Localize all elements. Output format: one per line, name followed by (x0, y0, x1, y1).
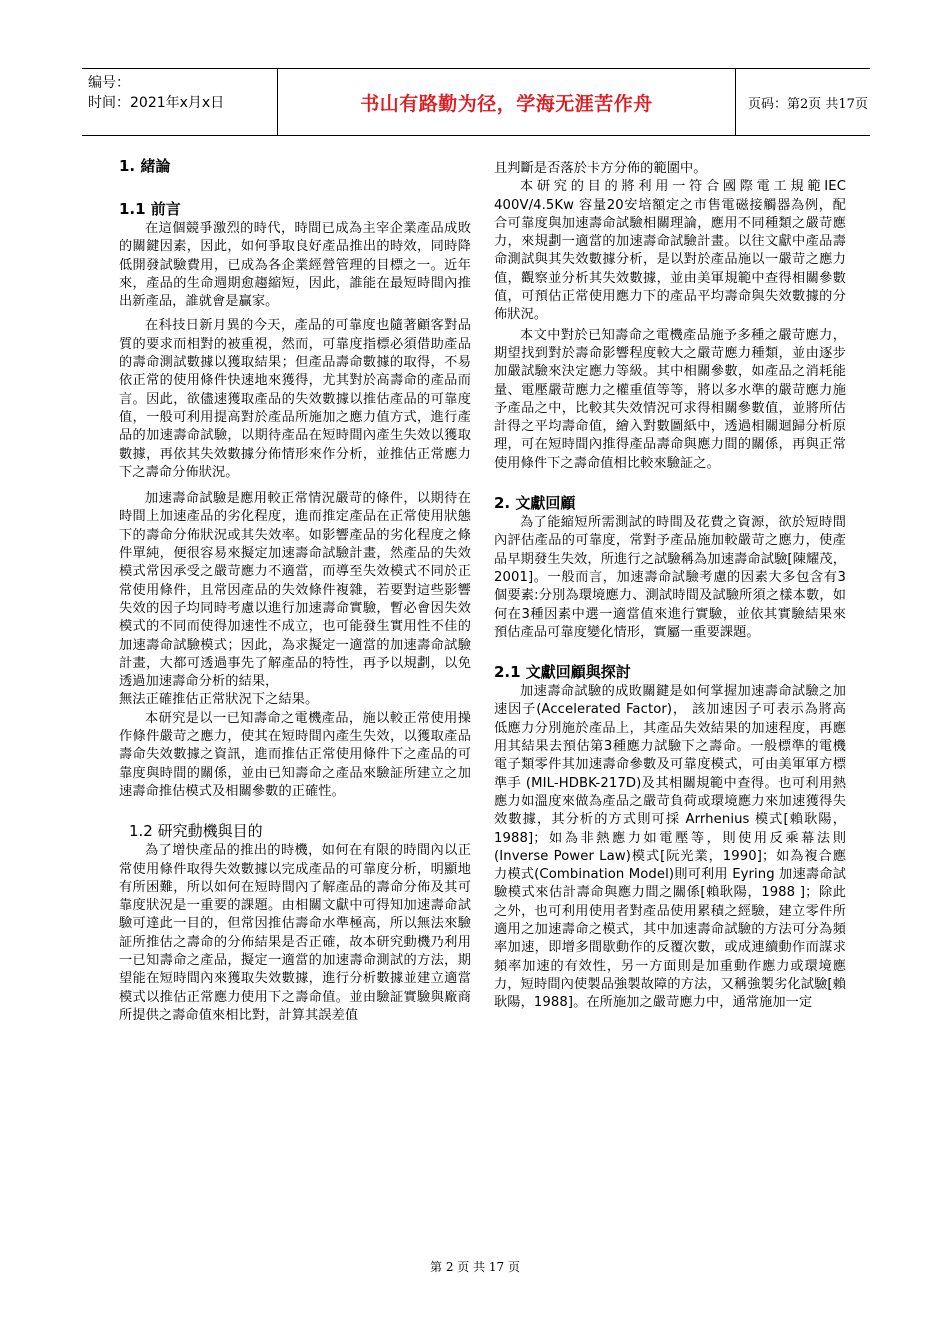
paragraph: 在科技日新月異的今天，產品的可靠度也隨著顧客對品質的要求而相對的被重視，然而，可靠度指標必須借助產品的壽命測試數據以獲取結果；但產品壽命數據的取得，不易依正常的使用條件快速地來獲得，尤其對於高壽命的產品而言。因此，欲儘速獲取產品的失效數據以推估產品的可靠度值，一般可利用提高對於產品所施加之應力值方式，進行產品的加速壽命試驗，以期待產品在短時間內產生失效以獲取數據，再依其失效數據分佈情形來作分析，並推估正常應力下之壽命分佈狀況。 (119, 318, 471, 480)
right-column (494, 160, 846, 1012)
header-meta (82, 69, 278, 135)
section-2-title: 2. 文獻回顧 (494, 494, 576, 513)
paragraph: 本文中對於已知壽命之電機產品施予多種之嚴苛應力，期望找到對於壽命影響程度較大之嚴苛應力種類，並由逐步加嚴試驗來決定應力等級。其中相關參數，如產品之消耗能量、電壓嚴苛應力之權重值等等，將以多水準的嚴苛應力施予產品之中，比較其失效情況可求得相關參數值，並將所估計得之平均壽命值，繪入對數圖紙中，透過相關迴歸分析原理，可在短時間內推得產品壽命與應力間的關係，再與正常使用條件下之壽命值相比較來驗証之。 (494, 327, 846, 471)
doc-date: 时间：2021年x月x日 (88, 95, 225, 111)
header-page-info: 页码：第2页 共17页 (748, 96, 868, 112)
paragraph: 無法正確推估正常狀況下之結果。 (119, 692, 319, 708)
page-footer: 第 2 页 共 17 页 (430, 1260, 520, 1274)
paragraph: 為了增快產品的推出的時機，如何在有限的時間內以正常使用條件取得失效數據以完成產品的可靠度分析，明顯地有所困難，所以如何在短時間內了解產品的壽命分佈及其可靠度狀況是一重要的課題。由相關文獻中可得知加速壽命試驗可達此一目的，但常因推估壽命水準極高，所以無法來驗証所推估之壽命的分佈結果是否正確，故本研究動機乃利用一已知壽命之產品，擬定一適當的加速壽命測試的方法，期望能在短時間內來獲取失效數據，進行分析數據並建立適當模式以推估正常應力使用下之壽命值。並由驗証實驗與廠商所提供之壽命值來相比對，計算其誤差值 (119, 843, 471, 1023)
page-header (82, 68, 870, 136)
paragraph: 本研究的目的將利用一符合國際電工規範IEC 400V/4.5Kw 容量20安培額定之市售電磁接觸器為例，配合可靠度與加速壽命試驗相關理論，應用不同種類之嚴苛應力，來規劃一適當的加速壽命試驗計畫。以往文獻中產品壽命測試與其失效數據分析，是以對於產品施以一嚴苛之應力值，觀察並分析其失效數據，並由美軍規範中查得相關參數值，可預估正常使用應力下的產品平均壽命與失效數據的分佈狀況。 (494, 179, 846, 323)
doc-number: 编号： (88, 75, 130, 91)
section-2-1-title: 2.1 文獻回顧與探討 (494, 663, 631, 682)
paragraph: 本研究是以一已知壽命之電機產品，施以較正常使用操作條件嚴苛之應力，使其在短時間內產生失效，以獲取產品壽命失效數據之資訊，進而推估正常使用條件下之產品的可靠度與時間的關係，並由已知壽命之產品來驗証所建立之加速壽命推估模式及相關參數的正確性。 (119, 710, 471, 799)
header-motto: 书山有路勤为径，学海无涯苦作舟 (278, 69, 736, 135)
paragraph: 在這個競爭激烈的時代，時間已成為主宰企業產品成敗的關鍵因素，因此，如何爭取良好產品推出的時效，同時降低開發試驗費用，已成為各企業經營管理的目標之一。近年來，產品的生命週期愈趨縮短，因此，誰能在最短時間內推出新產品，誰就會是贏家。 (119, 221, 471, 310)
paragraph: 加速壽命試驗是應用較正常情況嚴苛的條件，以期待在時間上加速產品的劣化程度，進而推定產品在正常使用狀態下的壽命分佈狀況或其失效率。如影響產品的劣化程度之條件單純，便很容易來擬定加速壽命試驗計畫，然產品的失效模式常因承受之嚴苛應力不適當，而導至失效模式不同於正常使用條件，且常因產品的失效條件複雜，若要對這些影響失效的因子均同時考慮以進行加速壽命實驗，暫必會因失效模式的不同而使得加速性不成立，也可能發生實用性不佳的加速壽命試驗模式；因此，為求擬定一適當的加速壽命試驗計畫，大都可透過事先了解產品的特性，再予以規劃，以免透過加速壽命分析的結果， (119, 491, 471, 690)
section-1-2-title: 1.2 研究動機與目的 (129, 822, 263, 841)
left-column (119, 152, 471, 1025)
section-1-1-title: 1.1 前言 (119, 200, 181, 218)
section-1-title: 1. 緒論 (119, 157, 171, 175)
paragraph: 為了能縮短所需測試的時間及花費之資源，欲於短時間內評估產品的可靠度，常對予產品施加較嚴苛之應力，使產品早期發生失效，所進行之試驗稱為加速壽命試驗[陳耀茂，2001]。一般而言，加速壽命試驗考慮的因素大多包含有3個要素:分別為環境應力、測試時間及試驗所須之樣本數，如何在3種因素中選一適當值來進行實驗，並依其實驗結果來預估產品可靠度變化情形，實屬一重要課題。 (494, 515, 846, 640)
paragraph: 加速壽命試驗的成敗關鍵是如何掌握加速壽命試驗之加速因子(Accelerated Factor)， 該加速因子可表示為將高低應力分別施於產品上，其產品失效結果的加速程度，再應用其結果去預估第3種應力試驗下之壽命。一般標準的電機電子類零件其加速壽命參數及可靠度模式，可由美軍軍方標準手 (MIL-HDBK-217D)及其相關規範中查得。也可利用熱應力如溫度來做為產品之嚴苛負荷或環境應力來加速獲得失效數據，其分析的方式則可採 Arrhenius 模式[賴耿陽，1988]；如為非熱應力如電壓等，則使用反乘幕法則(Inverse Power Law)模式[阮光業，1990]；如為複合應力模式(Combination Model)則可利用 Eyring 加速壽命試驗模式來估計壽命與應力間之關係[賴耿陽，1988 ]；除此之外，也可利用使用者對產品使用累積之經驗，建立零件所適用之加速壽命之模式，其中加速壽命試驗的方法可分為頻率加速，即增多間歇動作的反覆次數，或成連續動作而謀求頻率加速的有效性，另一方面則是加重動作應力或環境應力，短時間內使製品強製故障的方法，又稱強製劣化試驗[賴耿陽，1988]。在所施加之嚴苛應力中，通常施加一定 (494, 684, 846, 1011)
paragraph: 且判斷是否落於卡方分佈的範圍中。 (494, 161, 707, 176)
